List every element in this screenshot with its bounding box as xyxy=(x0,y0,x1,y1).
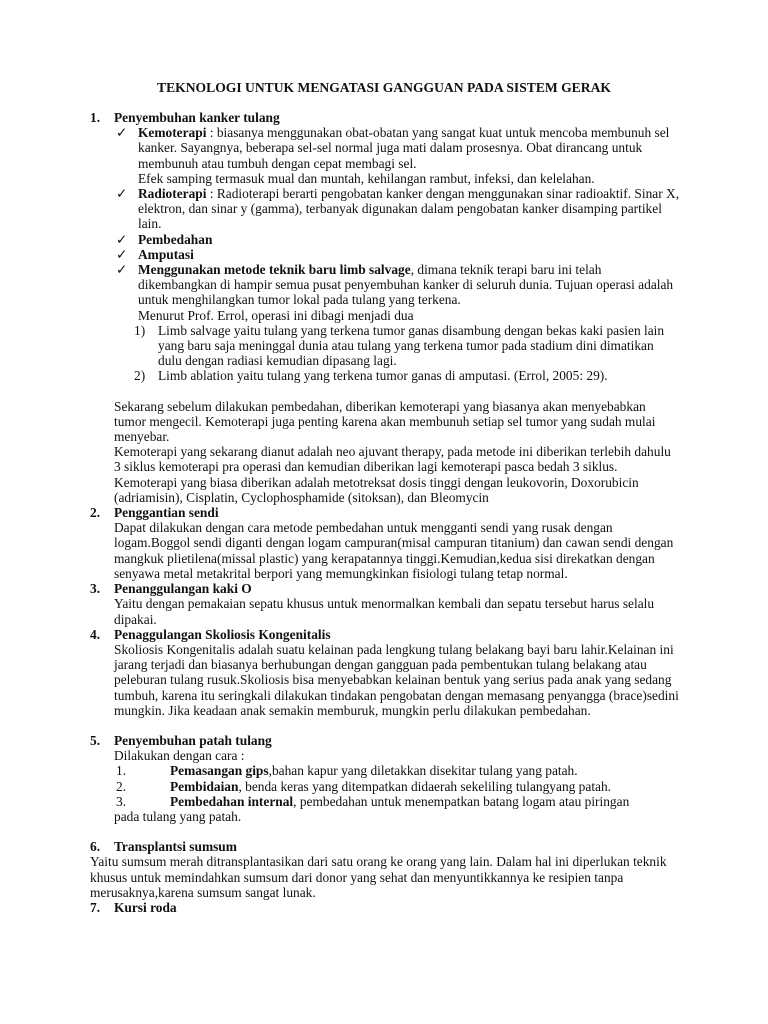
description-intro: Menurut Prof. Errol, operasi ini dibagi menjadi dua xyxy=(138,307,414,323)
check-item-radioterapi xyxy=(114,186,680,232)
paragraph: pada tulang yang patah. xyxy=(114,808,242,824)
document-body xyxy=(90,110,680,915)
paragraph: Sekarang sebelum dilakukan pembedahan, diberikan kemoterapi yang biasanya akan menyebabkan tumor mengecil. Kemoterapi juga penting karena akan membunuh setiap sel tumor yang sudah mulai menyebar. xyxy=(114,398,656,445)
section-2 xyxy=(90,505,680,581)
section-7 xyxy=(90,900,680,915)
section-heading: Penaggulangan Skoliosis Kongenitalis xyxy=(114,626,331,642)
section-heading: Transplantsi sumsum xyxy=(114,839,237,855)
item-number: 2. xyxy=(116,778,127,794)
sub-item-number: 1) xyxy=(134,322,146,338)
sub-item-text: Limb salvage yaitu tulang yang terkena tumor ganas disambung dengan bekas kaki pasien lain yang baru saja meninggal dunia atau tulang yang terkena tumor pada stadium dini dimatikan dulu dengan radiasi kemudian dipasang lagi. xyxy=(158,322,665,369)
checkmark-icon: ✓ xyxy=(116,125,128,141)
section-number: 1. xyxy=(90,110,101,125)
section-number: 3. xyxy=(90,581,101,597)
item-number: 1. xyxy=(116,763,127,779)
paragraph: Dilakukan dengan cara : xyxy=(114,748,245,764)
section-3 xyxy=(90,581,680,627)
section-heading: Penyembuhan patah tulang xyxy=(114,732,272,748)
description: ,bahan kapur yang diletakkan disekitar tulang yang patah. xyxy=(268,763,578,779)
term: Amputasi xyxy=(138,246,194,262)
term: Radioterapi xyxy=(138,186,207,202)
check-item-pembedahan xyxy=(114,232,680,247)
sub-item xyxy=(114,368,680,383)
description-continued: Efek samping termasuk mual dan muntah, kehilangan rambut, infeksi, dan kelelahan. xyxy=(138,170,595,186)
sub-item-text: Limb ablation yaitu tulang yang terkena tumor ganas di amputasi. (Errol, 2005: 29). xyxy=(158,368,608,384)
check-item-kemoterapi xyxy=(114,125,680,186)
numbered-item xyxy=(114,763,680,778)
term: Pembedahan xyxy=(138,231,213,247)
item-number: 3. xyxy=(116,793,127,809)
description: , benda keras yang ditempatkan didaerah sekeliling tulangyang patah. xyxy=(238,778,612,794)
checkmark-icon: ✓ xyxy=(116,186,128,202)
section-number: 5. xyxy=(90,732,101,748)
description: : Radioterapi berarti pengobatan kanker dengan menggunakan sinar radioaktif. Sinar X, elektron, dan sinar y (gamma), terbanyak digunakan dalam pengobatan kanker disamping partikel lain. xyxy=(138,186,680,232)
paragraph: Skoliosis Kongenitalis adalah suatu kelainan pada lengkung tulang belakang bayi baru lahir.Kelainan ini jarang terjadi dan biasanya berhubungan dengan gangguan pada pembentukan tulang belakang atau peleburan tulang rusuk.Skoliosis bisa menyebabkan kelainan bentuk yang serius pada anak yang sedang tumbuh, karena itu seringkali dilakukan tindakan pengobatan dengan memasang penyangga (brace)sedini mungkin. Jika keadaan anak semakin memburuk, mungkin perlu dilakukan pembedahan. xyxy=(114,641,679,718)
sub-item-number: 2) xyxy=(134,368,146,384)
sub-item xyxy=(114,323,680,369)
checklist xyxy=(114,125,680,383)
paragraph: Kemoterapi yang sekarang dianut adalah neo ajuvant therapy, pada metode ini diberikan terlebih dahulu 3 siklus kemoterapi pra operasi dan kemudian diberikan lagi kemoterapi pasca bedah 3 siklus. Kemoterapi yang biasa diberikan adalah metotreksat dosis tinggi dengan leukovorin, Doxorubicin (adriamisin), Cisplatin, Cyclophosphamide (sitoksan), dan Bleomycin xyxy=(114,444,671,505)
paragraph: Yaitu sumsum merah ditransplantasikan dari satu orang ke orang yang lain. Dalam hal ini diperlukan teknik khusus untuk memindahkan sumsum dari donor yang sehat dan menyuntikkannya ke resipien tanpa merusaknya,karena sumsum sangat lunak. xyxy=(90,854,667,900)
term: Pemasangan gips xyxy=(170,763,269,779)
term: Pembedahan internal xyxy=(170,793,294,809)
checkmark-icon: ✓ xyxy=(116,231,128,247)
section-number: 2. xyxy=(90,505,101,521)
section-number: 4. xyxy=(90,626,101,642)
description: , pembedahan untuk menempatkan batang logam atau piringan xyxy=(293,793,630,809)
term: Menggunakan metode teknik baru limb salvage xyxy=(138,262,411,278)
paragraph: Yaitu dengan pemakaian sepatu khusus untuk menormalkan kembali dan sepatu tersebut harus selalu dipakai. xyxy=(114,596,655,627)
section-heading: Penanggulangan kaki O xyxy=(114,581,252,597)
section-6 xyxy=(90,839,680,900)
section-number: 6. xyxy=(90,839,101,855)
term: Kemoterapi xyxy=(138,125,207,141)
description: : biasanya menggunakan obat-obatan yang sangat kuat untuk mencoba membunuh sel kanker. Sayangnya, beberapa sel-sel normal juga mati dalam prosesnya. Obat dirancang untuk membunuh atau tumbuh dengan cepat membagi sel. xyxy=(138,125,670,171)
section-heading: Kursi roda xyxy=(114,899,177,915)
section-heading: Penyembuhan kanker tulang xyxy=(114,110,280,125)
numbered-item xyxy=(114,794,680,809)
checkmark-icon: ✓ xyxy=(116,262,128,278)
section-4 xyxy=(90,627,680,718)
section-5 xyxy=(90,733,680,824)
check-item-amputasi xyxy=(114,247,680,262)
term: Pembidaian xyxy=(170,778,239,794)
numbered-item xyxy=(114,779,680,794)
description: , dimana teknik terapi baru ini telah dikembangkan di hampir semua pusat penyembuhan kanker di seluruh dunia. Tujuan operasi adalah untuk menghilangkan tumor lokal pada tulang yang terkena. xyxy=(138,262,674,308)
section-heading: Penggantian sendi xyxy=(114,505,219,521)
paragraph: Dapat dilakukan dengan cara metode pembedahan untuk mengganti sendi yang rusak dengan logam.Boggol sendi diganti dengan logam campuran(misal campuran titanium) dan cawan sendi dengan mangkuk plietilena(missal plastic) yang kerapatannya tinggi.Kemudian,kedua sisi direkatkan dengan senyawa metal metakrital berpori yang memungkinkan fisiologi tulang tetap normal. xyxy=(114,520,674,581)
section-number: 7. xyxy=(90,899,101,915)
section-1 xyxy=(90,110,680,505)
check-item-limb-salvage xyxy=(114,262,680,384)
document-title: TEKNOLOGI UNTUK MENGATASI GANGGUAN PADA SISTEM GERAK xyxy=(157,80,611,95)
checkmark-icon: ✓ xyxy=(116,246,128,262)
